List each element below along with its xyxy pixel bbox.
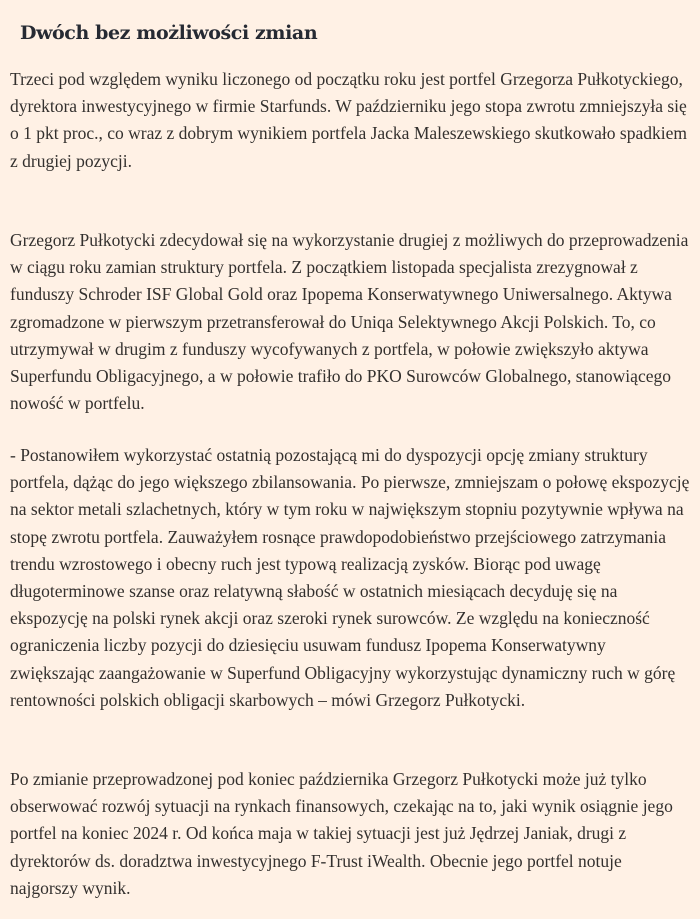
section-heading: Dwóch bez możliwości zmian (20, 22, 318, 44)
paragraph-2: Grzegorz Pułkotycki zdecydował się na wykorzystanie drugiej z możliwych do przeprowadzenia w ciągu roku zamian struktury portfela. Z początkiem listopada specjalista zrezygnował z funduszy Schroder ISF Global Gold oraz Ipopema Konserwatywnego Uniwersalnego. Aktywa zgromadzone w pierwszym przetransferował do Uniqa Selektywnego Akcji Polskich. To, co utrzymywał w drugim z funduszy wycofywanych z portfela, w połowie zwiększyło aktywa Superfundu Obligacyjnego, a w połowie trafiło do PKO Surowców Globalnego, stanowiącego nowość w portfelu. (10, 230, 689, 414)
paragraph-4: Po zmianie przeprowadzonej pod koniec października Grzegorz Pułkotycki może już tylko obserwować rozwój sytuacji na rynkach finansowych, czekając na to, jaki wynik osiągnie jego portfel na koniec 2024 r. Od końca maja w takiej sytuacji jest już Jędrzej Janiak, drugi z dyrektorów ds. doradztwa inwestycyjnego F-Trust iWealth. Obecnie jego portfel notuje najgorszy wynik. (10, 769, 673, 898)
paragraph-1: Trzeci pod względem wyniku liczonego od początku roku jest portfel Grzegorza Pułkotyckiego, dyrektora inwestycyjnego w firmie Starfunds. W październiku jego stopa zwrotu zmniejszyła się o 1 pkt proc., co wraz z dobrym wynikiem portfela Jacka Maleszewskiego skutkowało spadkiem z drugiej pozycji. (10, 69, 687, 171)
paragraph-3-quote: - Postanowiłem wykorzystać ostatnią pozostającą mi do dyspozycji opcję zmiany struktury portfela, dążąc do jego większego zbilansowania. Po pierwsze, zmniejszam o połowę ekspozycję na sektor metali szlachetnych, który w tym roku w największym stopniu pozytywnie wpływa na stopę zwrotu portfela. Zauważyłem rosnące prawdopodobieństwo przejściowego zatrzymania trendu wzrostowego i obecny ruch jest typową realizacją zysków. Biorąc pod uwagę długoterminowe szanse oraz relatywną słabość w ostatnich miesiącach decyduję się na ekspozycję na polski rynek akcji oraz szeroki rynek surowców. Ze względu na konieczność ograniczenia liczby pozycji do dziesięciu usuwam fundusz Ipopema Konserwatywny zwiększając zaangażowanie w Superfund Obligacyjny wykorzystując dynamiczny ruch w górę rentowności polskich obligacji skarbowych – mówi Grzegorz Pułkotycki. (10, 445, 690, 710)
